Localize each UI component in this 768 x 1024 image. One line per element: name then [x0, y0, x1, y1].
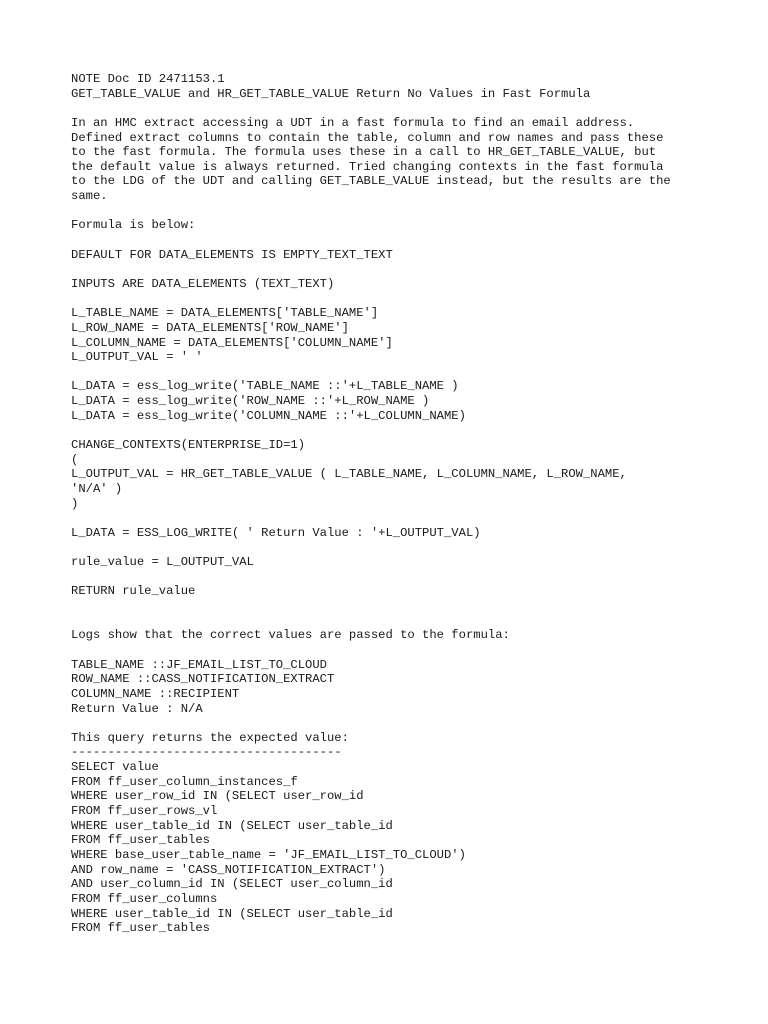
- text-line: L_TABLE_NAME = DATA_ELEMENTS['TABLE_NAME']: [71, 306, 379, 321]
- text-line: SELECT value: [71, 760, 159, 775]
- blank-line: [71, 643, 751, 658]
- text-line: -------------------------------------: [71, 745, 342, 760]
- blank-line: [71, 716, 751, 731]
- text-line: L_OUTPUT_VAL = ' ': [71, 350, 203, 365]
- text-line: Formula is below:: [71, 218, 196, 233]
- text-line: L_COLUMN_NAME = DATA_ELEMENTS['COLUMN_NAME']: [71, 335, 393, 350]
- text-line: to the fast formula. The formula uses these in a call to HR_GET_TABLE_VALUE, but: [71, 145, 657, 160]
- blank-line: [71, 233, 751, 248]
- text-line: rule_value = L_OUTPUT_VAL: [71, 555, 254, 570]
- text-line: L_ROW_NAME = DATA_ELEMENTS['ROW_NAME']: [71, 320, 349, 335]
- text-line: L_DATA = ESS_LOG_WRITE( ' Return Value : '+L_OUTPUT_VAL): [71, 525, 481, 540]
- blank-line: [71, 614, 751, 629]
- text-line: L_DATA = ess_log_write('COLUMN_NAME ::'+L_COLUMN_NAME): [71, 408, 466, 423]
- text-line: FROM ff_user_tables: [71, 833, 210, 848]
- text-line: the default value is always returned. Tried changing contexts in the fast formula: [71, 159, 664, 174]
- blank-line: [71, 292, 751, 307]
- document-body: [71, 72, 751, 936]
- text-line: AND row_name = 'CASS_NOTIFICATION_EXTRACT'): [71, 862, 386, 877]
- text-line: CHANGE_CONTEXTS(ENTERPRISE_ID=1): [71, 438, 306, 453]
- text-line: TABLE_NAME ::JF_EMAIL_LIST_TO_CLOUD: [71, 657, 327, 672]
- text-line: RETURN rule_value: [71, 584, 196, 599]
- text-line: WHERE user_table_id IN (SELECT user_table_id: [71, 818, 393, 833]
- text-line: WHERE user_table_id IN (SELECT user_table_id: [71, 906, 393, 921]
- text-line: DEFAULT FOR DATA_ELEMENTS IS EMPTY_TEXT_TEXT: [71, 247, 393, 262]
- text-line: WHERE user_row_id IN (SELECT user_row_id: [71, 789, 364, 804]
- blank-line: [71, 365, 751, 380]
- text-line: INPUTS ARE DATA_ELEMENTS (TEXT_TEXT): [71, 276, 335, 291]
- text-line: L_OUTPUT_VAL = HR_GET_TABLE_VALUE ( L_TABLE_NAME, L_COLUMN_NAME, L_ROW_NAME,: [71, 467, 627, 482]
- text-line: COLUMN_NAME ::RECIPIENT: [71, 686, 240, 701]
- text-line: ROW_NAME ::CASS_NOTIFICATION_EXTRACT: [71, 672, 335, 687]
- text-line: L_DATA = ess_log_write('ROW_NAME ::'+L_ROW_NAME ): [71, 394, 430, 409]
- text-line: (: [71, 452, 79, 467]
- text-line: Logs show that the correct values are passed to the formula:: [71, 628, 510, 643]
- text-line: L_DATA = ess_log_write('TABLE_NAME ::'+L_TABLE_NAME ): [71, 379, 459, 394]
- blank-line: [71, 204, 751, 219]
- text-line: FROM ff_user_columns: [71, 891, 218, 906]
- blank-line: [71, 570, 751, 585]
- blank-line: [71, 101, 751, 116]
- text-line: NOTE Doc ID 2471153.1: [71, 72, 225, 86]
- text-line: same.: [71, 189, 108, 204]
- text-line: 'N/A' ): [71, 481, 123, 496]
- text-line: AND user_column_id IN (SELECT user_column_id: [71, 877, 393, 892]
- blank-line: [71, 599, 751, 614]
- text-line: to the LDG of the UDT and calling GET_TABLE_VALUE instead, but the results are the: [71, 174, 671, 189]
- blank-line: [71, 541, 751, 556]
- text-line: WHERE base_user_table_name = 'JF_EMAIL_LIST_TO_CLOUD'): [71, 847, 466, 862]
- text-line: Defined extract columns to contain the table, column and row names and pass these: [71, 130, 664, 145]
- text-line: FROM ff_user_column_instances_f: [71, 774, 298, 789]
- blank-line: [71, 262, 751, 277]
- blank-line: [71, 423, 751, 438]
- text-line: In an HMC extract accessing a UDT in a fast formula to find an email address.: [71, 115, 635, 130]
- text-line: FROM ff_user_rows_vl: [71, 804, 218, 819]
- text-line: This query returns the expected value:: [71, 730, 349, 745]
- text-line: FROM ff_user_tables: [71, 921, 210, 936]
- text-line: Return Value : N/A: [71, 701, 203, 716]
- text-line: GET_TABLE_VALUE and HR_GET_TABLE_VALUE Return No Values in Fast Formula: [71, 86, 591, 101]
- text-line: ): [71, 496, 79, 511]
- blank-line: [71, 511, 751, 526]
